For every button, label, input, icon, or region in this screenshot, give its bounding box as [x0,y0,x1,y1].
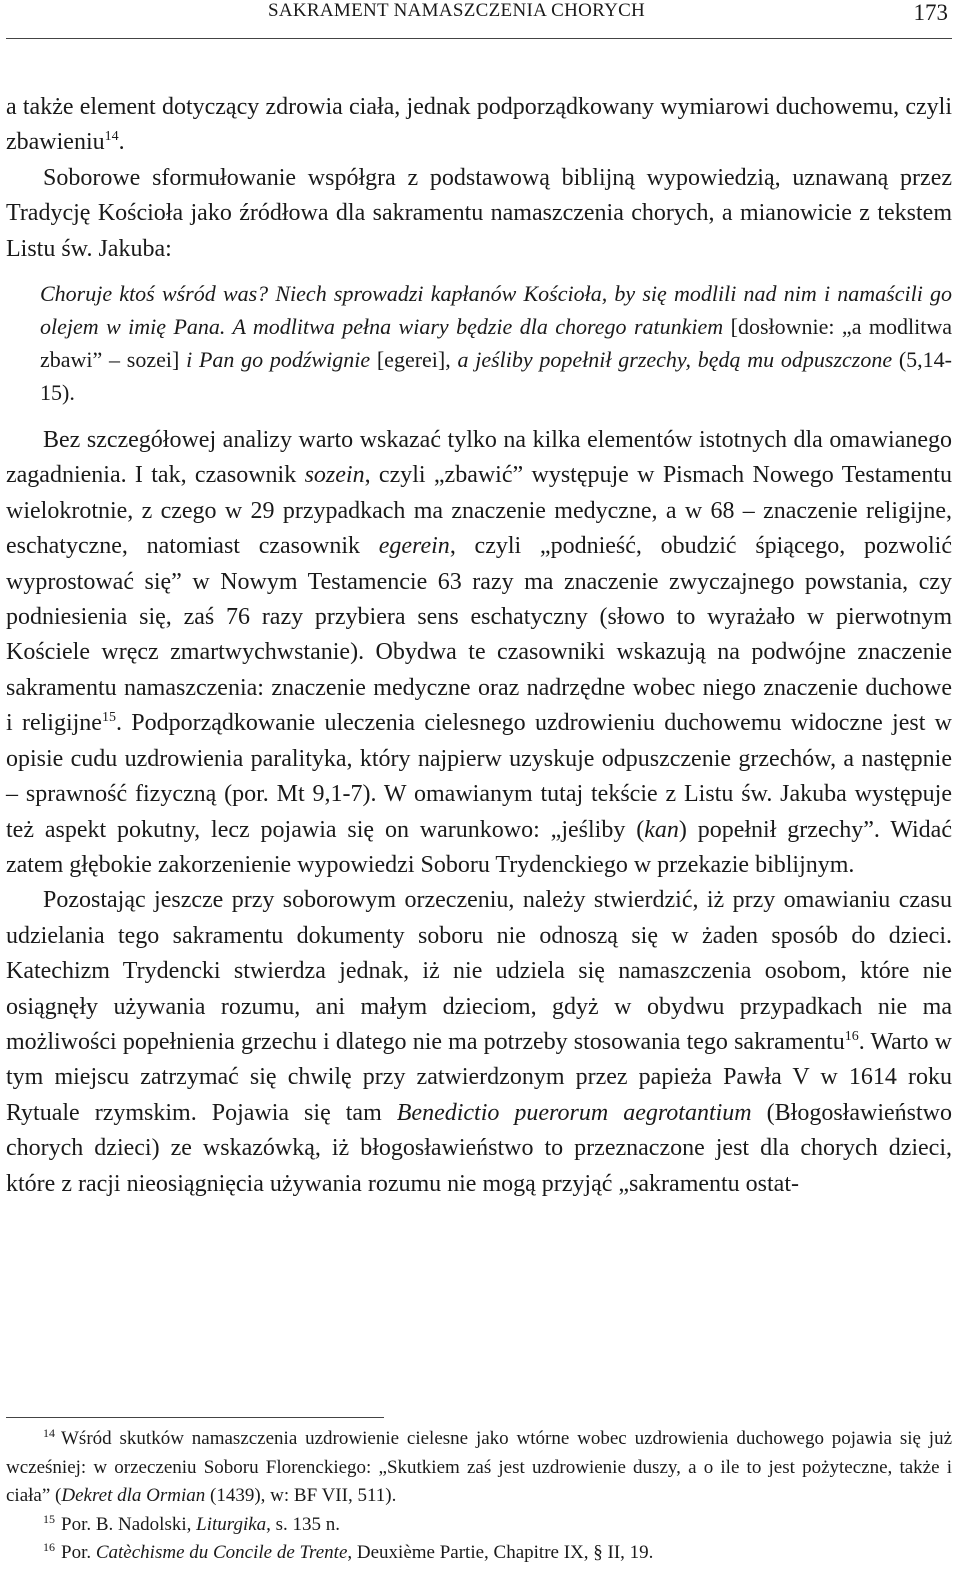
quote-italic: Choruje ktoś wśród was? Niech sprowadzi kapłanów Kościoła, by się modlili nad nim i namaścili go olejem w imię Pana. A modlitwa pełna wiary będzie dla chorego ratunkiem [40,281,952,340]
footnote-text: , s. 135 n. [266,1513,341,1535]
quote-italic: a jeśliby popełnił grzechy, będą mu odpuszczone [457,347,893,373]
text-span: (Błogosławieństwo chorych dzieci) ze wskazówką, iż błogosławieństwo to przeznaczone jest dla chorych dzieci, które z racji nieosiągnięcia używania rozumu nie mogą przyjąć „sakramentu ostat- [6,1099,952,1197]
footnote-text: Por. B. Nadolski, [61,1513,197,1535]
footnote-title-italic: Dekret dla Ormian [61,1485,206,1506]
footnote-text: (1439), w: BF VII, 511). [205,1485,397,1506]
text-span: . Podporządkowanie uleczenia cielesnego uzdrowieniu duchowemu widoczne jest w opisie cudu uzdrowienia paralityka, który najpierw uzyskuje odpuszczenie grzechów, a następnie – sprawność fizyczną (por. Mt 9,1-7). W omawianym tutaj tekście z Listu św. Jakuba występuje też aspekt pokutny, lecz pojawia się on warunkowo: „jeśliby ( [6,710,953,843]
footnote-ref-14[interactable]: 14 [104,129,119,145]
term-italic: sozein [304,462,365,489]
footnote-14 [6,1425,952,1511]
running-title: SAKRAMENT NAMASZCZENIA CHORYCH [268,0,646,21]
footnote-title-italic: Liturgika [196,1513,267,1535]
footnote-ref-16[interactable]: 16 [844,1028,859,1044]
footnote-16 [6,1539,952,1568]
footnotes [6,1425,952,1568]
quote-reference: (5,14-15). [40,347,952,406]
paragraph-analysis [6,423,952,883]
footnote-15 [6,1511,952,1540]
quote-gloss: [dosłownie: „a modlitwa zbawi” – sozei] [40,314,952,373]
footnote-ref-15[interactable]: 15 [101,710,116,726]
footnote-number: 15 [43,1511,55,1526]
text-span: Pozostając jeszcze przy soborowym orzeczeniu, należy stwierdzić, iż przy omawianiu czasu udzielania tego sakramentu dokumenty soboru nie odnoszą się w żaden sposób do dzieci. Katechizm Trydencki stwierdza jednak, iż nie udziela się namaszczenia osobom, które nie osiągnęły używania rozumu, ani małym dzieciom, gdyż w obydwu przypadkach nie ma możliwości popełnienia grzechu i dlatego nie ma potrzeby stosowania tego sakramentu [6,887,952,1055]
paragraph-intro-quote: Soborowe sformułowanie współgra z podstawową biblijną wypowiedzią, uznawaną przez Tradycję Kościoła jako źródłowa dla sakramentu namaszczenia chorych, a mianowicie z tekstem Listu św. Jakuba: [6,164,952,262]
block-quote-james [40,277,952,409]
footnote-number: 16 [43,1540,55,1554]
running-header [6,0,952,39]
paragraph-continuation [6,90,952,161]
text-span: a także element dotyczący zdrowia ciała, jednak podporządkowany wymiarowi duchowemu, czyli zbawieniu [6,94,952,156]
footnote-separator [6,1417,384,1418]
quote-italic: i Pan go podźwignie [186,347,371,373]
text-span: , czyli „podnieść, obudzić śpiącego, pozwolić wyprostować się” w Nowym Testamencie 63 razy ma znaczenie zwyczajnego powstania, czy podniesienia się, zaś 76 razy przybiera sens eschatyczny (słowo to wyrażało w pierwotnym Kościele wręcz zmartwychwstanie). Obydwa te czasowniki wskazują na podwójne znaczenie sakramentu namaszczenia: znaczenie medyczne oraz nadrzędne wobec niego znaczenie duchowe i religijne [6,533,952,737]
text-span: . [118,129,125,156]
text-span: , czyli „zbawić” występuje w Pismach Nowego Testamentu wielokrotnie, z czego w 29 przypadkach ma znaczenie medyczne, a w 68 – znaczenie religijne, eschatyczne, natomiast czasownik [6,462,952,560]
document-page [6,0,952,1202]
paragraph-children [6,883,952,1202]
term-italic: egerein [378,533,450,560]
term-italic: Benedictio puerorum aegrotantium [396,1099,752,1126]
footnote-number: 14 [43,1426,55,1440]
footnote-text: Wśród skutków namaszczenia uzdrowienie cielesne jako wtórne wobec uzdrowienia duchowego pojawia się już wcześniej: w orzeczeniu Soboru Florenckiego: „Skutkiem zaś jest uzdrowienie duszy, a o ile to jest pożyteczne, także i ciała” ( [6,1428,952,1506]
text-span: Bez szczegółowej analizy warto wskazać tylko na kilka elementów istotnych dla omawianego zagadnienia. I tak, czasownik [6,427,952,489]
term-italic: kan [644,816,679,843]
footnote-text: , Deuxième Partie, Chapitre IX, § II, 19. [347,1542,654,1563]
body-text [6,90,952,1202]
text-span: ) popełnił grzechy”. Widać zatem głębokie zakorzenienie wypowiedzi Soboru Trydenckiego w przekazie biblijnym. [6,816,952,878]
page-number: 173 [913,0,948,25]
text-span: . Warto w tym miejscu zatrzymać się chwilę przy zatwierdzonym przez papieża Pawła V w 1614 roku Rytuale rzymskim. Pojawia się tam [6,1028,952,1126]
quote-gloss: [egerei], [370,347,458,373]
footnote-text: Por. [61,1542,96,1563]
footnote-title-italic: Catèchisme du Concile de Trente [95,1542,348,1563]
